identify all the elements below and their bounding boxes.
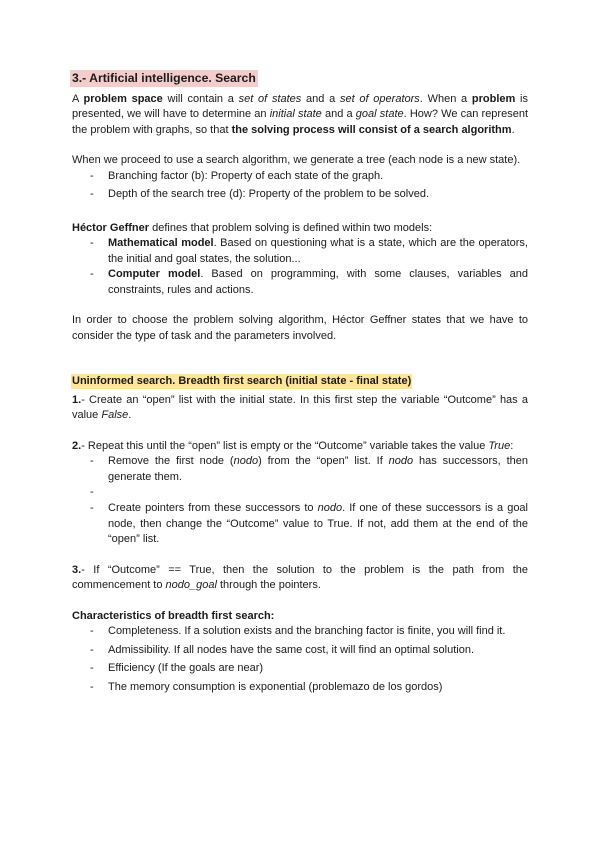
list-item: - Remove the first node (nodo) from the “open” list. If nodo has successors, then generate them. xyxy=(72,454,528,485)
tree-properties-list xyxy=(72,169,528,203)
search-tree-paragraph: When we proceed to use a search algorithm, we generate a tree (each node is a new state). xyxy=(72,154,521,166)
step-2: 2.- Repeat this until the “open” list is empty or the “Outcome” variable takes the value True: xyxy=(72,439,514,452)
page-content xyxy=(72,70,528,698)
list-item: - Admissibility. If all nodes have the same cost, it will find an optimal solution. xyxy=(72,643,528,659)
intro-paragraph: A problem space will contain a set of states and a set of operators. When a problem is presented, we will have to determine an initial state and a goal state. How? We can represent the problem with graphs, so that the solving process will consist of a search algorithm. xyxy=(72,92,529,136)
list-item: - The memory consumption is exponential (problemazo de los gordos) xyxy=(72,680,528,696)
algorithm-choice-paragraph: In order to choose the problem solving algorithm, Héctor Geffner states that we have to consider the type of task and the parameters involved. xyxy=(72,314,528,342)
step-1: 1.- Create an “open” list with the initial state. In this first step the variable “Outcome” has a value False. xyxy=(72,393,528,421)
bfs-heading: Uninformed search. Breadth first search (initial state - final state) xyxy=(72,375,412,387)
step-2-list xyxy=(72,454,528,548)
models-list xyxy=(72,236,528,298)
list-item: - Depth of the search tree (d): Property of the problem to be solved. xyxy=(72,187,528,203)
step-3: 3.- If “Outcome” == True, then the solution to the problem is the path from the commencement to nodo_goal through the pointers. xyxy=(72,563,528,591)
section-heading: 3.- Artificial intelligence. Search xyxy=(72,71,256,85)
list-item: - Computer model. Based on programming, with some clauses, variables and constraints, rules and actions. xyxy=(72,267,528,298)
list-item: - Create pointers from these successors to nodo. If one of these successors is a goal node, then change the “Outcome” value to True. If not, add them at the end of the “open” list. xyxy=(72,501,528,548)
list-item: - Mathematical model. Based on questioning what is a state, which are the operators, the initial and goal states, the solution... xyxy=(72,236,528,267)
geffner-paragraph: Héctor Geffner defines that problem solving is defined within two models: xyxy=(72,221,433,234)
characteristics-heading: Characteristics of breadth first search: xyxy=(72,609,275,622)
list-item: - Branching factor (b): Property of each state of the graph. xyxy=(72,169,528,185)
characteristics-list xyxy=(72,624,528,695)
list-item: - Efficiency (If the goals are near) xyxy=(72,661,528,677)
list-item: - Completeness. If a solution exists and the branching factor is finite, you will find it. xyxy=(72,624,528,640)
